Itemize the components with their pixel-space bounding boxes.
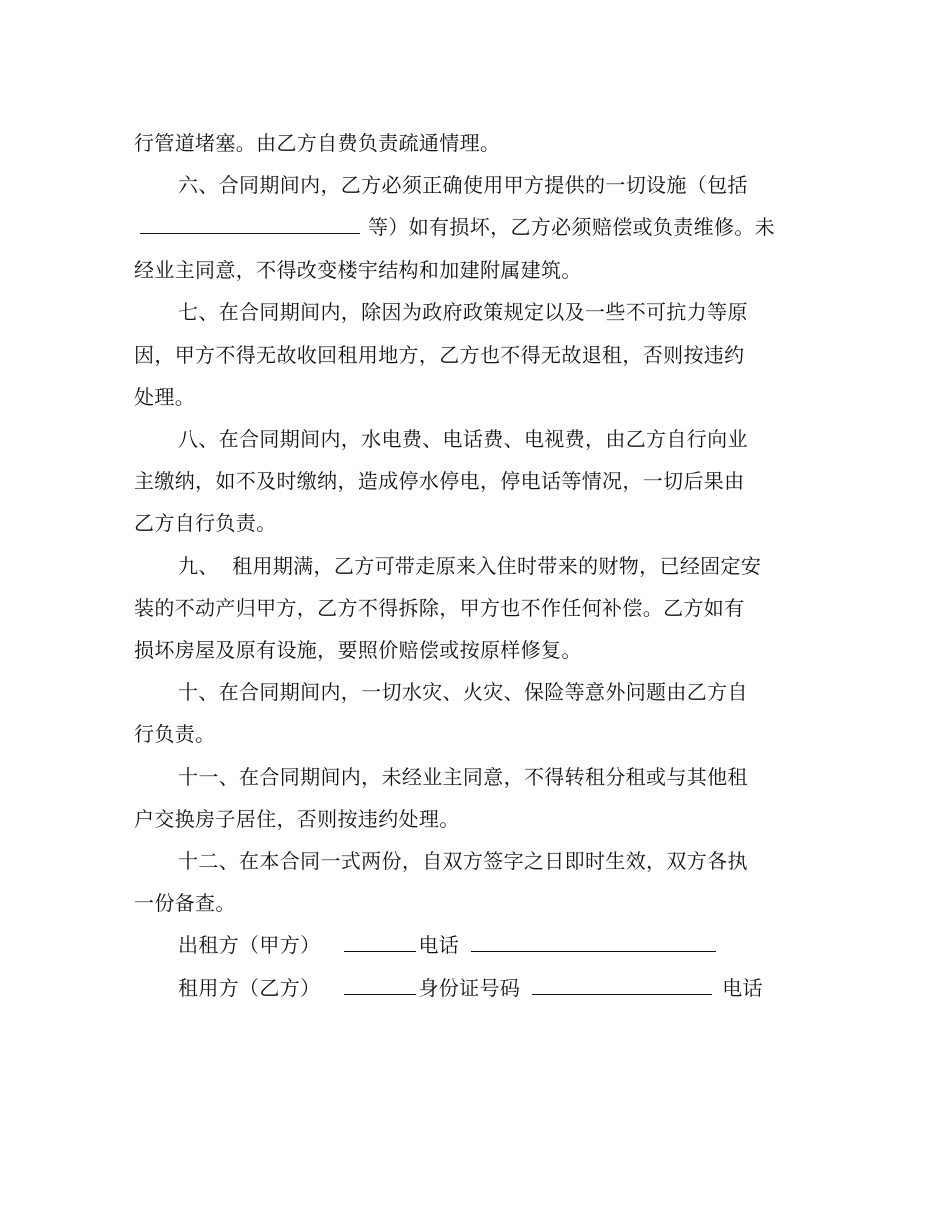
facility-blank xyxy=(140,215,360,234)
clause-6-text: 等）如有损坏，乙方必须赔偿或负责维修。未 xyxy=(368,215,775,239)
clause-11-line-1: 十一、在合同期间内，未经业主同意，不得转租分租或与其他租 xyxy=(178,765,748,789)
clause-12-line-2: 一份备查。 xyxy=(134,891,236,915)
lessee-label: 租用方（乙方） xyxy=(178,976,321,1000)
lessor-phone-blank xyxy=(471,933,716,952)
clause-6-line-3: 经业主同意，不得改变楼宇结构和加建附属建筑。 xyxy=(134,258,582,282)
clause-8-line-2: 主缴纳，如不及时缴纳，造成停水停电，停电话等情况，一切后果由 xyxy=(134,469,745,493)
clause-10-line-1: 十、在合同期间内，一切水灾、火灾、保险等意外问题由乙方自 xyxy=(178,680,748,704)
clause-7-line-3: 处理。 xyxy=(134,385,196,409)
clause-10-line-2: 行负责。 xyxy=(134,722,216,746)
clause-7-line-1: 七、在合同期间内，除因为政府政策规定以及一些不可抗力等原 xyxy=(178,300,748,324)
clause-9-line-3: 损坏房屋及原有设施，要照价赔偿或按原样修复。 xyxy=(134,638,582,662)
clause-7-line-2: 因，甲方不得无故收回租用地方，乙方也不得无故退租，否则按违约 xyxy=(134,343,745,367)
document-line: 行管道堵塞。由乙方自费负责疏通情理。 xyxy=(134,131,501,155)
lessor-signature-line xyxy=(178,933,716,957)
lessee-name-blank xyxy=(344,976,416,995)
lessee-id-label: 身份证号码 xyxy=(418,976,521,1000)
clause-6-line-1: 六、合同期间内，乙方必须正确使用甲方提供的一切设施（包括 xyxy=(178,173,748,197)
lessor-phone-label: 电话 xyxy=(418,933,460,957)
lessee-id-blank xyxy=(532,976,712,995)
clause-9-line-1: 九、 租用期满，乙方可带走原来入住时带来的财物，已经固定安 xyxy=(178,554,762,578)
clause-8-line-1: 八、在合同期间内，水电费、电话费、电视费，由乙方自行向业 xyxy=(178,427,748,451)
lessor-label: 出租方（甲方） xyxy=(178,933,321,957)
clause-8-line-3: 乙方自行负责。 xyxy=(134,511,277,535)
lessee-phone-label: 电话 xyxy=(722,976,763,1000)
clause-9-line-2: 装的不动产归甲方，乙方不得拆除，甲方也不作任何补偿。乙方如有 xyxy=(134,596,745,620)
clause-6-line-2 xyxy=(134,215,775,239)
clause-11-line-2: 户交换房子居住，否则按违约处理。 xyxy=(134,807,460,831)
lessee-signature-line xyxy=(178,976,763,1000)
clause-12-line-1: 十二、在本合同一式两份，自双方签字之日即时生效，双方各执 xyxy=(178,849,748,873)
lessor-name-blank xyxy=(344,933,416,952)
